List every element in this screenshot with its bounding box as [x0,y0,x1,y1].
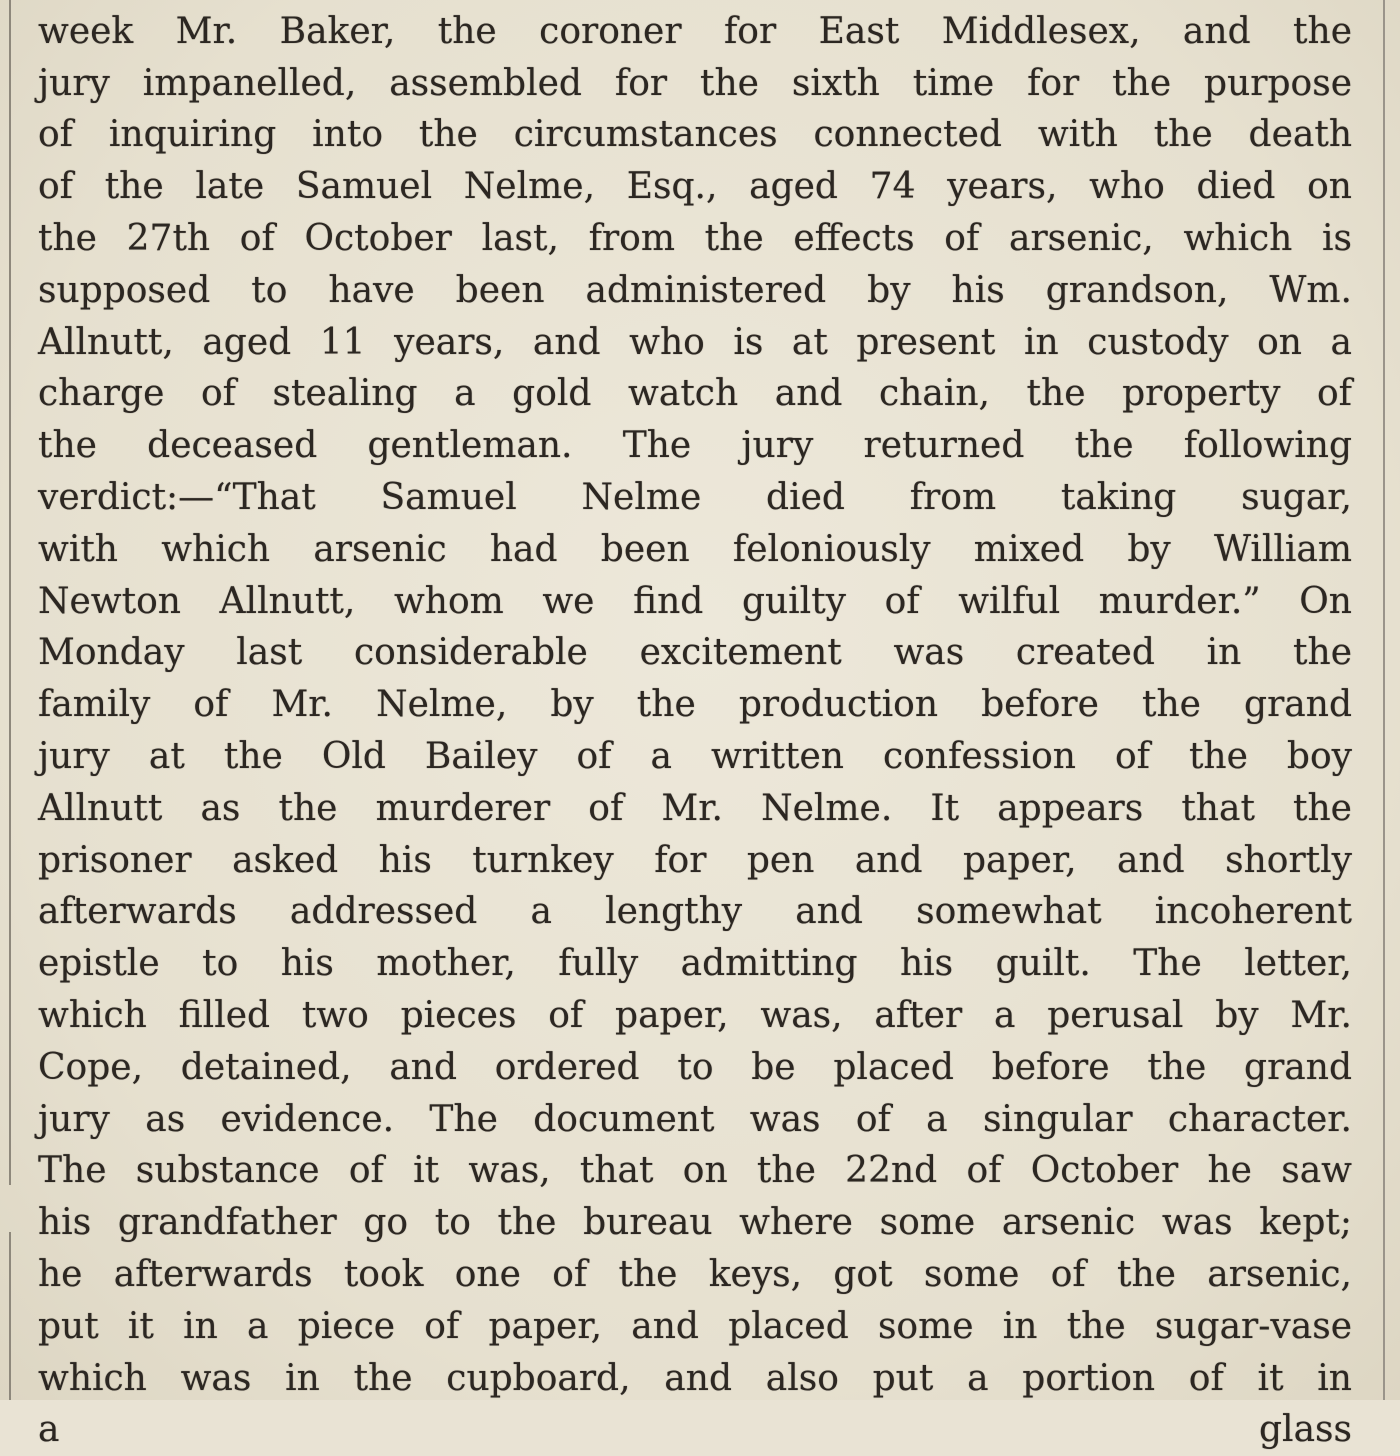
article-line: with which arsenic had been feloniously mixed by William [38,528,1352,570]
article-line: his grandfather go to the bureau where some arsenic was kept; [38,1202,1352,1244]
article-line [38,0,1352,6]
article-line: epistle to his mother, fully admitting his guilt. The letter, [38,943,1352,985]
column-rule-left [9,0,11,1185]
article-line: afterwards addressed a lengthy and somewhat incoherent [38,891,1352,933]
article-line: charge of stealing a gold watch and chain, the property of [38,373,1352,415]
article-line: the deceased gentleman. The jury returned the following [38,425,1352,467]
article-line: Allnutt as the murderer of Mr. Nelme. It appears that the [38,787,1352,829]
article-line: verdict:—“That Samuel Nelme died from taking sugar, [38,476,1352,518]
article-line: jury impanelled, assembled for the sixth time for the purpose [38,62,1352,104]
article-line: he afterwards took one of the keys, got some of the arsenic, [38,1253,1352,1295]
article-line: supposed to have been administered by his grandson, Wm. [38,269,1352,311]
article-line: The substance of it was, that on the 22nd of October he saw [38,1150,1352,1192]
article-line: Newton Allnutt, whom we find guilty of wilful murder.” On [38,580,1352,622]
article-line: Allnutt, aged 11 years, and who is at present in custody on a [38,321,1352,363]
article-line: Cope, detained, and ordered to be placed before the grand [38,1046,1352,1088]
article-line: prisoner asked his turnkey for pen and paper, and shortly [38,839,1352,881]
article-column [38,0,1352,1456]
article-line: the 27th of October last, from the effects of arsenic, which is [38,217,1352,259]
column-rule-right [1383,0,1385,1400]
article-line: of inquiring into the circumstances connected with the death [38,114,1352,156]
article-line: which was in the cupboard, and also put a portion of it in [38,1357,1352,1399]
article-line: which filled two pieces of paper, was, after a perusal by Mr. [38,994,1352,1036]
article-line: put it in a piece of paper, and placed some in the sugar-vase [38,1305,1352,1347]
article-line: family of Mr. Nelme, by the production before the grand [38,684,1352,726]
article-line: week Mr. Baker, the coroner for East Middlesex, and the [38,10,1352,52]
article-line: Monday last considerable excitement was created in the [38,632,1352,674]
column-rule-left-lower [9,1232,11,1400]
article-line: a glass [38,1409,1352,1451]
article-line: jury at the Old Bailey of a written confession of the boy [38,735,1352,777]
article-line: of the late Samuel Nelme, Esq., aged 74 years, who died on [38,166,1352,208]
article-line: jury as evidence. The document was of a singular character. [38,1098,1352,1140]
